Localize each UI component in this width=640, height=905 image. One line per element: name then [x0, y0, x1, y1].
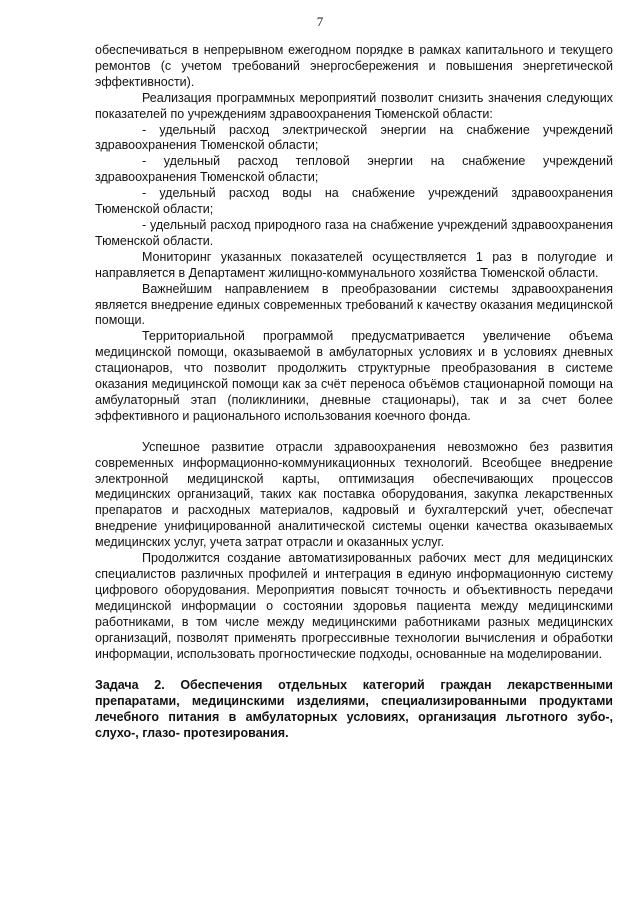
paragraph-territorial-program: Территориальной программой предусматривается увеличение объема медицинской помощи, оказываемой в амбулаторных условиях и в условиях дневных стационаров, что позволит продолжить структурные преобразования в системе оказания медицинской помощи как за счёт переноса объёмов стационарной помощи на амбулаторный этап (поликлиники, дневные стационары), так и за счет более эффективного и рационального использования коечного фонда.: [95, 329, 613, 423]
list-item-water: - удельный расход воды на снабжение учреждений здравоохранения Тюменской области;: [95, 186, 613, 217]
task-2-heading: Задача 2. Обеспечения отдельных категорий граждан лекарственными препаратами, медицинскими изделиями, специализированными продуктами лечебного питания в амбулаторных условиях, организация льготного зубо-, слухо-, глазо- протезирования.: [95, 678, 613, 741]
list-item-heat: - удельный расход тепловой энергии на снабжение учреждений здравоохранения Тюменской области;: [95, 154, 613, 185]
list-item-electricity: - удельный расход электрической энергии на снабжение учреждений здравоохранения Тюменской области;: [95, 122, 613, 153]
paragraph-it-development: Успешное развитие отрасли здравоохранения невозможно без развития современных информационно-коммуникационных технологий. Всеобщее внедрение электронной медицинской карты, оптимизация обеспечивающих процессов медицинских организаций, таких как поставка оборудования, закупка лекарственных препаратов и расходных материалов, кадровый и бухгалтерский учет, обеспечат внедрение унифицированной аналитической системы оценки качества оказываемых медицинских услуг, учета затрат отрасли и оказанных услуг.: [95, 439, 613, 550]
paragraph-repairs-continued: обеспечиваться в непрерывном ежегодном порядке в рамках капитального и текущего ремонтов (с учетом требований энергосбережения и повышения энергетической эффективности).: [95, 43, 613, 89]
list-item-gas: - удельный расход природного газа на снабжение учреждений здравоохранения Тюменской области.: [95, 217, 613, 248]
paragraph-program-results: Реализация программных мероприятий позволит снизить значения следующих показателей по учреждениям здравоохранения Тюменской области:: [95, 90, 613, 121]
page-number: 7: [316, 14, 324, 29]
paragraph-workstations: Продолжится создание автоматизированных рабочих мест для медицинских специалистов различных профилей и интеграция в единую информационную систему цифрового оборудования. Мероприятия повысят точность и объективность передачи медицинской информации о состоянии здоровья пациента между медицинскими работниками, в том числе между медицинскими работниками разных медицинских организаций, позволят применять прогрессивные технологии вычисления и обработки информации, использовать прогностические подходы, основанные на моделировании.: [95, 551, 613, 661]
document-body: [95, 43, 613, 742]
paragraph-monitoring: Мониторинг указанных показателей осуществляется 1 раз в полугодие и направляется в Департамент жилищно-коммунального хозяйства Тюменской области.: [95, 249, 613, 280]
paragraph-main-direction: Важнейшим направлением в преобразовании системы здравоохранения является внедрение единых современных требований к качеству оказания медицинской помощи.: [95, 281, 613, 328]
